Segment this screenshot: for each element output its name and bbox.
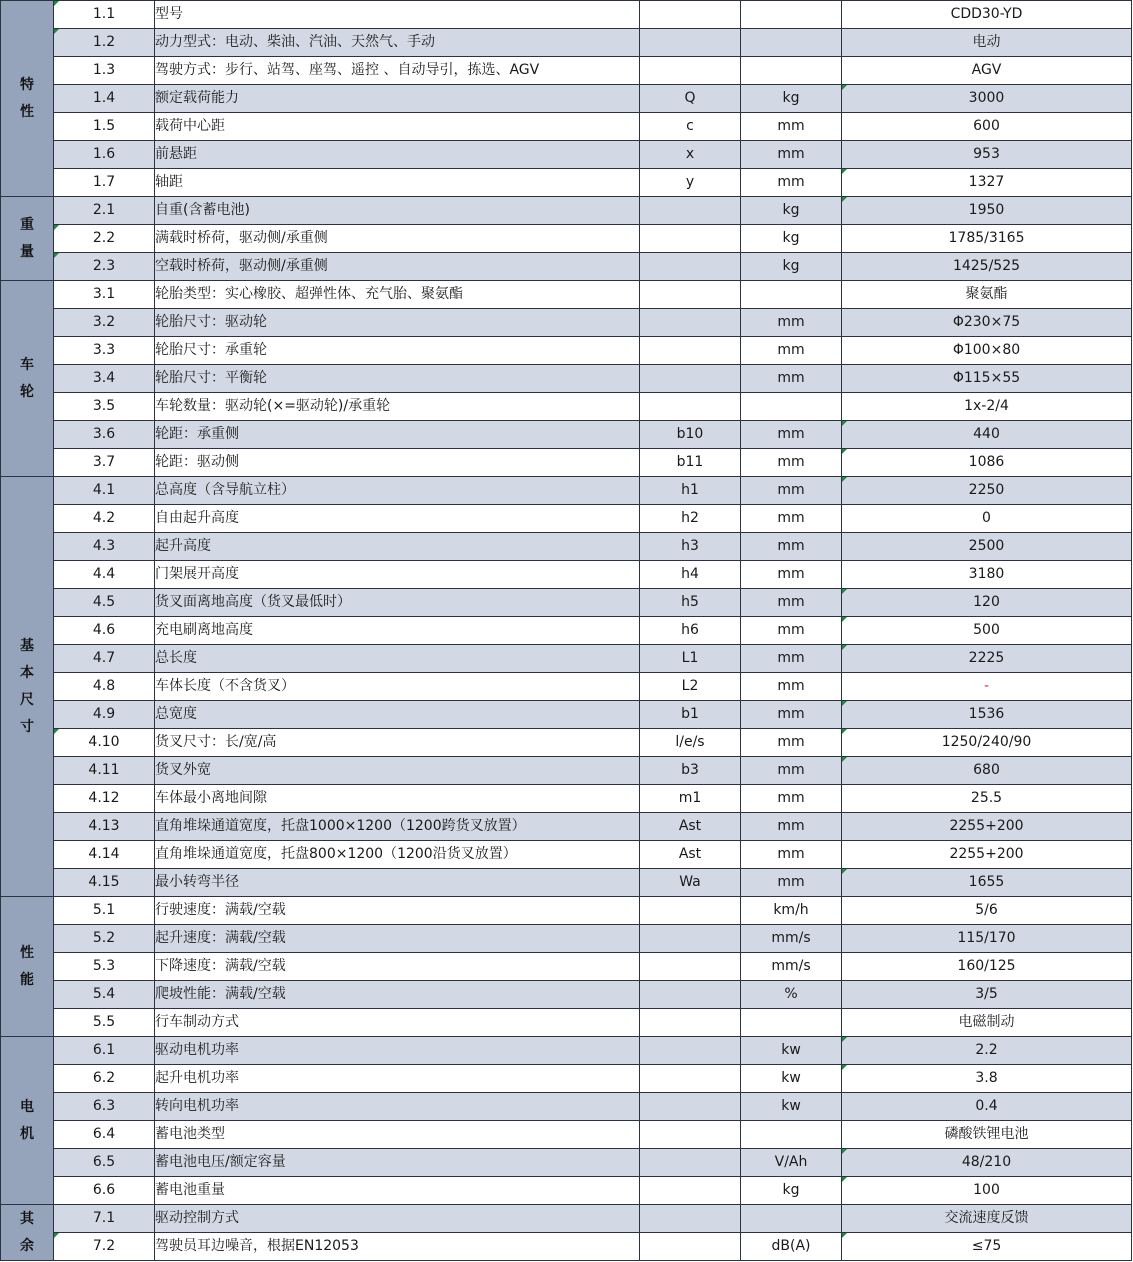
item-number-cell: 7.2	[54, 1233, 155, 1261]
group-header-char: 重	[20, 216, 34, 233]
symbol-cell: l/e/s	[640, 729, 741, 757]
unit-cell: mm	[741, 589, 842, 617]
symbol-cell	[640, 337, 741, 365]
unit-cell: mm	[741, 617, 842, 645]
item-description-cell: 驱动电机功率	[155, 1037, 640, 1065]
item-number-cell: 1.5	[54, 113, 155, 141]
item-description-cell: 动力型式：电动、柴油、汽油、天然气、手动	[155, 29, 640, 57]
item-number-cell: 6.1	[54, 1037, 155, 1065]
item-number-cell: 6.5	[54, 1149, 155, 1177]
group-header-char: 基	[20, 637, 34, 654]
value-cell: 3/5	[842, 981, 1132, 1009]
symbol-cell	[640, 29, 741, 57]
item-description-cell: 下降速度：满载/空载	[155, 953, 640, 981]
unit-cell: mm	[741, 365, 842, 393]
value-cell: Φ115×55	[842, 365, 1132, 393]
symbol-cell: y	[640, 169, 741, 197]
unit-cell: mm/s	[741, 953, 842, 981]
unit-cell: mm	[741, 505, 842, 533]
group-header-char: 车	[20, 356, 34, 373]
group-header	[1, 1037, 54, 1205]
item-description-cell: 载荷中心距	[155, 113, 640, 141]
item-number-cell: 5.5	[54, 1009, 155, 1037]
item-description-cell: 自由起升高度	[155, 505, 640, 533]
unit-cell: mm	[741, 421, 842, 449]
table-row	[1, 1233, 1132, 1261]
item-description-cell: 自重(含蓄电池)	[155, 197, 640, 225]
symbol-cell: L1	[640, 645, 741, 673]
unit-cell: mm	[741, 813, 842, 841]
table-row	[1, 393, 1132, 421]
unit-cell: km/h	[741, 897, 842, 925]
table-row	[1, 1121, 1132, 1149]
value-cell: 3.8	[842, 1065, 1132, 1093]
table-row	[1, 225, 1132, 253]
symbol-cell	[640, 393, 741, 421]
item-description-cell: 驾驶员耳边噪音，根据EN12053	[155, 1233, 640, 1261]
item-number-cell: 3.3	[54, 337, 155, 365]
value-cell: 磷酸铁锂电池	[842, 1121, 1132, 1149]
item-description-cell: 起升电机功率	[155, 1065, 640, 1093]
item-description-cell: 车体最小离地间隙	[155, 785, 640, 813]
unit-cell: mm	[741, 701, 842, 729]
item-description-cell: 总高度（含导航立柱）	[155, 477, 640, 505]
unit-cell: mm	[741, 533, 842, 561]
table-row	[1, 813, 1132, 841]
value-cell: 1x-2/4	[842, 393, 1132, 421]
unit-cell	[741, 393, 842, 421]
item-description-cell: 型号	[155, 1, 640, 29]
item-description-cell: 货叉尺寸：长/宽/高	[155, 729, 640, 757]
unit-cell: kg	[741, 225, 842, 253]
symbol-cell	[640, 197, 741, 225]
item-number-cell: 2.1	[54, 197, 155, 225]
item-description-cell: 最小转弯半径	[155, 869, 640, 897]
symbol-cell	[640, 253, 741, 281]
value-cell: 25.5	[842, 785, 1132, 813]
item-description-cell: 轴距	[155, 169, 640, 197]
symbol-cell	[640, 281, 741, 309]
symbol-cell: Q	[640, 85, 741, 113]
unit-cell: kw	[741, 1037, 842, 1065]
symbol-cell: h2	[640, 505, 741, 533]
table-row	[1, 337, 1132, 365]
symbol-cell	[640, 1093, 741, 1121]
table-row	[1, 1149, 1132, 1177]
table-row	[1, 701, 1132, 729]
value-cell: 电动	[842, 29, 1132, 57]
symbol-cell	[640, 309, 741, 337]
table-row	[1, 1205, 1132, 1233]
symbol-cell: h4	[640, 561, 741, 589]
unit-cell: kw	[741, 1093, 842, 1121]
table-row	[1, 841, 1132, 869]
symbol-cell	[640, 1149, 741, 1177]
item-number-cell: 6.6	[54, 1177, 155, 1205]
table-row	[1, 253, 1132, 281]
table-row	[1, 57, 1132, 85]
value-cell: 1250/240/90	[842, 729, 1132, 757]
group-header-char: 机	[20, 1125, 34, 1142]
table-row	[1, 505, 1132, 533]
unit-cell: mm	[741, 449, 842, 477]
value-cell: 2250	[842, 477, 1132, 505]
item-number-cell: 4.1	[54, 477, 155, 505]
value-cell: 0	[842, 505, 1132, 533]
value-cell: 2255+200	[842, 813, 1132, 841]
item-number-cell: 4.3	[54, 533, 155, 561]
item-number-cell: 2.2	[54, 225, 155, 253]
unit-cell	[741, 1121, 842, 1149]
item-description-cell: 起升高度	[155, 533, 640, 561]
table-row	[1, 113, 1132, 141]
value-cell: -	[842, 673, 1132, 701]
value-cell: CDD30-YD	[842, 1, 1132, 29]
symbol-cell	[640, 1205, 741, 1233]
table-row	[1, 1093, 1132, 1121]
unit-cell	[741, 281, 842, 309]
unit-cell: mm	[741, 337, 842, 365]
unit-cell: mm	[741, 477, 842, 505]
item-description-cell: 空载时桥荷，驱动侧/承重侧	[155, 253, 640, 281]
table-row	[1, 953, 1132, 981]
symbol-cell: Ast	[640, 841, 741, 869]
symbol-cell	[640, 953, 741, 981]
table-row	[1, 925, 1132, 953]
value-cell: 2225	[842, 645, 1132, 673]
value-cell: AGV	[842, 57, 1132, 85]
symbol-cell: h3	[640, 533, 741, 561]
unit-cell: mm	[741, 729, 842, 757]
symbol-cell: b3	[640, 757, 741, 785]
table-row	[1, 673, 1132, 701]
item-number-cell: 4.15	[54, 869, 155, 897]
item-description-cell: 满载时桥荷，驱动侧/承重侧	[155, 225, 640, 253]
value-cell: 100	[842, 1177, 1132, 1205]
value-cell: 聚氨酯	[842, 281, 1132, 309]
item-number-cell: 3.4	[54, 365, 155, 393]
item-number-cell: 5.3	[54, 953, 155, 981]
unit-cell: mm	[741, 785, 842, 813]
group-header	[1, 1, 54, 197]
symbol-cell	[640, 57, 741, 85]
table-row	[1, 981, 1132, 1009]
unit-cell: kg	[741, 1177, 842, 1205]
value-cell: 3180	[842, 561, 1132, 589]
group-header-char: 轮	[20, 383, 34, 400]
item-number-cell: 1.4	[54, 85, 155, 113]
symbol-cell: L2	[640, 673, 741, 701]
symbol-cell	[640, 225, 741, 253]
item-description-cell: 总长度	[155, 645, 640, 673]
item-description-cell: 起升速度：满载/空载	[155, 925, 640, 953]
unit-cell	[741, 1, 842, 29]
table-row	[1, 309, 1132, 337]
item-number-cell: 4.8	[54, 673, 155, 701]
table-row	[1, 141, 1132, 169]
table-row	[1, 281, 1132, 309]
item-number-cell: 4.7	[54, 645, 155, 673]
item-number-cell: 4.4	[54, 561, 155, 589]
unit-cell	[741, 57, 842, 85]
symbol-cell: b11	[640, 449, 741, 477]
item-description-cell: 轮胎尺寸：承重轮	[155, 337, 640, 365]
table-row	[1, 197, 1132, 225]
unit-cell: mm	[741, 113, 842, 141]
item-number-cell: 5.4	[54, 981, 155, 1009]
symbol-cell: Ast	[640, 813, 741, 841]
unit-cell: mm	[741, 645, 842, 673]
unit-cell: mm	[741, 757, 842, 785]
item-description-cell: 蓄电池类型	[155, 1121, 640, 1149]
item-number-cell: 4.13	[54, 813, 155, 841]
value-cell: 600	[842, 113, 1132, 141]
table-row	[1, 169, 1132, 197]
item-number-cell: 4.12	[54, 785, 155, 813]
item-description-cell: 转向电机功率	[155, 1093, 640, 1121]
table-row	[1, 869, 1132, 897]
symbol-cell: m1	[640, 785, 741, 813]
unit-cell: kw	[741, 1065, 842, 1093]
value-cell: 3000	[842, 85, 1132, 113]
group-header-char: 其	[20, 1210, 34, 1227]
item-description-cell: 蓄电池电压/额定容量	[155, 1149, 640, 1177]
symbol-cell: b10	[640, 421, 741, 449]
item-number-cell: 4.6	[54, 617, 155, 645]
table-row	[1, 533, 1132, 561]
unit-cell: %	[741, 981, 842, 1009]
value-cell: 440	[842, 421, 1132, 449]
symbol-cell	[640, 1233, 741, 1261]
symbol-cell	[640, 981, 741, 1009]
group-header-char: 量	[20, 243, 34, 260]
unit-cell: kg	[741, 253, 842, 281]
value-cell: 1425/525	[842, 253, 1132, 281]
group-header	[1, 197, 54, 281]
item-number-cell: 4.11	[54, 757, 155, 785]
item-number-cell: 1.6	[54, 141, 155, 169]
value-cell: 电磁制动	[842, 1009, 1132, 1037]
item-number-cell: 2.3	[54, 253, 155, 281]
table-row	[1, 589, 1132, 617]
symbol-cell: Wa	[640, 869, 741, 897]
unit-cell: mm	[741, 869, 842, 897]
item-number-cell: 1.7	[54, 169, 155, 197]
table-row	[1, 785, 1132, 813]
value-cell: 115/170	[842, 925, 1132, 953]
item-number-cell: 3.5	[54, 393, 155, 421]
item-description-cell: 蓄电池重量	[155, 1177, 640, 1205]
symbol-cell	[640, 1121, 741, 1149]
group-header	[1, 1205, 54, 1261]
group-header-char: 性	[20, 944, 34, 961]
symbol-cell: h6	[640, 617, 741, 645]
item-number-cell: 3.7	[54, 449, 155, 477]
symbol-cell: h1	[640, 477, 741, 505]
item-description-cell: 额定载荷能力	[155, 85, 640, 113]
item-description-cell: 前悬距	[155, 141, 640, 169]
unit-cell: V/Ah	[741, 1149, 842, 1177]
table-row	[1, 85, 1132, 113]
item-number-cell: 4.10	[54, 729, 155, 757]
value-cell: 2500	[842, 533, 1132, 561]
item-number-cell: 1.3	[54, 57, 155, 85]
value-cell: 5/6	[842, 897, 1132, 925]
item-description-cell: 门架展开高度	[155, 561, 640, 589]
item-number-cell: 5.2	[54, 925, 155, 953]
item-description-cell: 车体长度（不含货叉）	[155, 673, 640, 701]
spec-table-body	[1, 1, 1132, 1261]
item-number-cell: 3.2	[54, 309, 155, 337]
table-row	[1, 757, 1132, 785]
value-cell: 1536	[842, 701, 1132, 729]
unit-cell	[741, 1205, 842, 1233]
unit-cell	[741, 29, 842, 57]
value-cell: 1327	[842, 169, 1132, 197]
item-description-cell: 驾驶方式：步行、站驾、座驾、遥控 、自动导引，拣选、AGV	[155, 57, 640, 85]
symbol-cell	[640, 1065, 741, 1093]
value-cell: 1086	[842, 449, 1132, 477]
item-description-cell: 爬坡性能：满载/空载	[155, 981, 640, 1009]
item-description-cell: 直角堆垛通道宽度，托盘1000×1200（1200跨货叉放置）	[155, 813, 640, 841]
symbol-cell: x	[640, 141, 741, 169]
unit-cell: mm/s	[741, 925, 842, 953]
symbol-cell	[640, 1009, 741, 1037]
item-number-cell: 1.1	[54, 1, 155, 29]
group-header-char: 性	[20, 103, 34, 120]
item-description-cell: 货叉面离地高度（货叉最低时）	[155, 589, 640, 617]
table-row	[1, 897, 1132, 925]
item-description-cell: 总宽度	[155, 701, 640, 729]
value-cell: 500	[842, 617, 1132, 645]
item-number-cell: 3.6	[54, 421, 155, 449]
group-header-char: 本	[20, 664, 34, 681]
table-row	[1, 729, 1132, 757]
item-description-cell: 驱动控制方式	[155, 1205, 640, 1233]
item-number-cell: 3.1	[54, 281, 155, 309]
item-number-cell: 6.4	[54, 1121, 155, 1149]
item-number-cell: 5.1	[54, 897, 155, 925]
value-cell: 0.4	[842, 1093, 1132, 1121]
value-cell: 2255+200	[842, 841, 1132, 869]
table-row	[1, 1, 1132, 29]
table-row	[1, 449, 1132, 477]
symbol-cell	[640, 925, 741, 953]
symbol-cell	[640, 365, 741, 393]
group-header	[1, 281, 54, 477]
item-description-cell: 直角堆垛通道宽度，托盘800×1200（1200沿货叉放置）	[155, 841, 640, 869]
value-cell: 1950	[842, 197, 1132, 225]
item-description-cell: 充电刷离地高度	[155, 617, 640, 645]
unit-cell: dB(A)	[741, 1233, 842, 1261]
symbol-cell	[640, 1, 741, 29]
group-header-char: 尺	[20, 691, 34, 708]
unit-cell: mm	[741, 841, 842, 869]
value-cell: 48/210	[842, 1149, 1132, 1177]
item-description-cell: 货叉外宽	[155, 757, 640, 785]
unit-cell: mm	[741, 673, 842, 701]
value-cell: 160/125	[842, 953, 1132, 981]
unit-cell: mm	[741, 561, 842, 589]
value-cell: 1655	[842, 869, 1132, 897]
symbol-cell	[640, 1037, 741, 1065]
symbol-cell: b1	[640, 701, 741, 729]
group-header	[1, 477, 54, 897]
value-cell: Φ100×80	[842, 337, 1132, 365]
table-row	[1, 1009, 1132, 1037]
item-number-cell: 4.14	[54, 841, 155, 869]
value-cell: 2.2	[842, 1037, 1132, 1065]
item-number-cell: 6.3	[54, 1093, 155, 1121]
value-cell: Φ230×75	[842, 309, 1132, 337]
table-row	[1, 29, 1132, 57]
group-header	[1, 897, 54, 1037]
table-row	[1, 1037, 1132, 1065]
value-cell: 交流速度反馈	[842, 1205, 1132, 1233]
table-row	[1, 477, 1132, 505]
item-number-cell: 1.2	[54, 29, 155, 57]
item-description-cell: 轮距：承重侧	[155, 421, 640, 449]
symbol-cell: c	[640, 113, 741, 141]
item-description-cell: 行驶速度：满载/空载	[155, 897, 640, 925]
group-header-char: 电	[20, 1098, 34, 1115]
table-row	[1, 421, 1132, 449]
group-header-char: 余	[20, 1237, 34, 1254]
unit-cell: mm	[741, 309, 842, 337]
item-description-cell: 车轮数量：驱动轮(×=驱动轮)/承重轮	[155, 393, 640, 421]
table-row	[1, 617, 1132, 645]
item-description-cell: 轮距：驱动侧	[155, 449, 640, 477]
group-header-char: 能	[20, 971, 34, 988]
item-number-cell: 4.5	[54, 589, 155, 617]
table-row	[1, 365, 1132, 393]
unit-cell: kg	[741, 197, 842, 225]
value-cell: ≤75	[842, 1233, 1132, 1261]
symbol-cell	[640, 1177, 741, 1205]
value-cell: 1785/3165	[842, 225, 1132, 253]
group-header-char: 寸	[20, 718, 34, 735]
item-description-cell: 轮胎尺寸：平衡轮	[155, 365, 640, 393]
value-cell: 680	[842, 757, 1132, 785]
unit-cell: mm	[741, 169, 842, 197]
item-description-cell: 行车制动方式	[155, 1009, 640, 1037]
table-row	[1, 561, 1132, 589]
value-cell: 120	[842, 589, 1132, 617]
unit-cell: kg	[741, 85, 842, 113]
item-number-cell: 4.2	[54, 505, 155, 533]
table-row	[1, 1065, 1132, 1093]
item-description-cell: 轮胎尺寸：驱动轮	[155, 309, 640, 337]
table-row	[1, 645, 1132, 673]
item-number-cell: 7.1	[54, 1205, 155, 1233]
unit-cell: mm	[741, 141, 842, 169]
table-row	[1, 1177, 1132, 1205]
symbol-cell: h5	[640, 589, 741, 617]
item-number-cell: 4.9	[54, 701, 155, 729]
group-header-char: 特	[20, 76, 34, 93]
symbol-cell	[640, 897, 741, 925]
unit-cell	[741, 1009, 842, 1037]
value-cell: 953	[842, 141, 1132, 169]
item-number-cell: 6.2	[54, 1065, 155, 1093]
item-description-cell: 轮胎类型：实心橡胶、超弹性体、充气胎、聚氨酯	[155, 281, 640, 309]
